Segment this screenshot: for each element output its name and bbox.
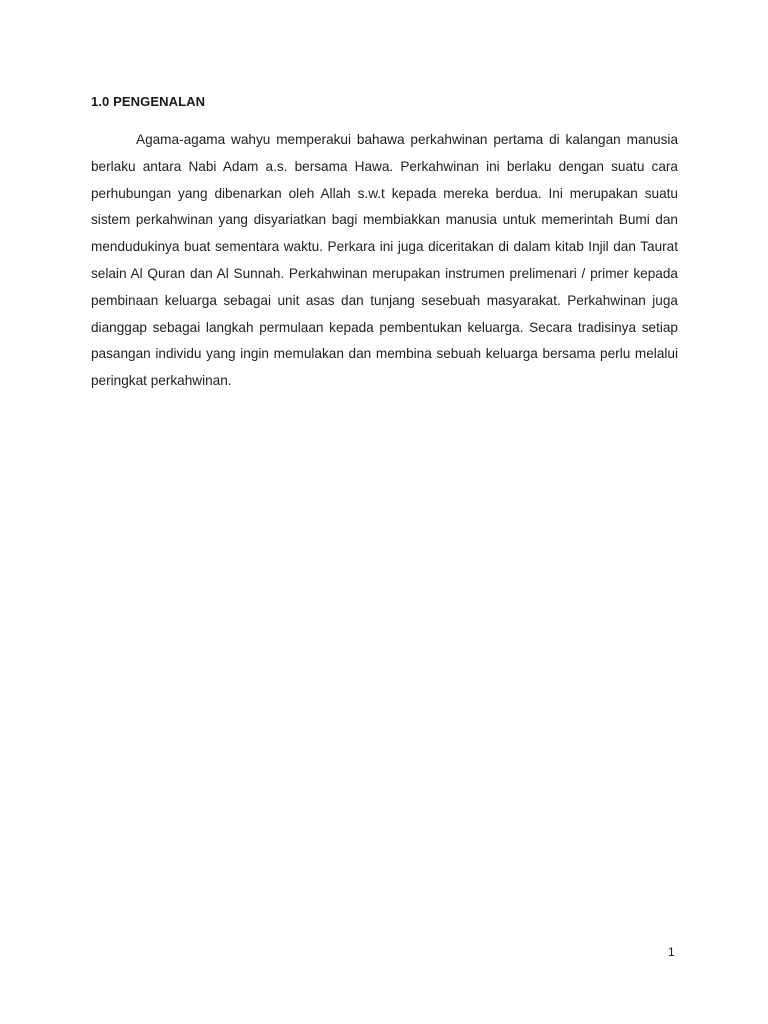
body-paragraph: Agama-agama wahyu memperakui bahawa perkahwinan pertama di kalangan manusia berlaku antara Nabi Adam a.s. bersama Hawa. Perkahwinan ini berlaku dengan suatu cara perhubungan yang dibenarkan oleh Allah s.w.t kepada mereka berdua. Ini merupakan suatu sistem perkahwinan yang disyariatkan bagi membiakkan manusia untuk memerintah Bumi dan mendudukinya buat sementara waktu. Perkara ini juga diceritakan di dalam kitab Injil dan Taurat selain Al Quran dan Al Sunnah. Perkahwinan merupakan instrumen prelimenari / primer kepada pembinaan keluarga sebagai unit asas dan tunjang sesebuah masyarakat. Perkahwinan juga dianggap sebagai langkah permulaan kepada pembentukan keluarga. Secara tradisinya setiap pasangan individu yang ingin memulakan dan membina sebuah keluarga bersama perlu melalui peringkat perkahwinan. [91, 132, 678, 389]
page-number: 1 [668, 945, 675, 959]
section-heading: 1.0 PENGENALAN [91, 94, 206, 109]
